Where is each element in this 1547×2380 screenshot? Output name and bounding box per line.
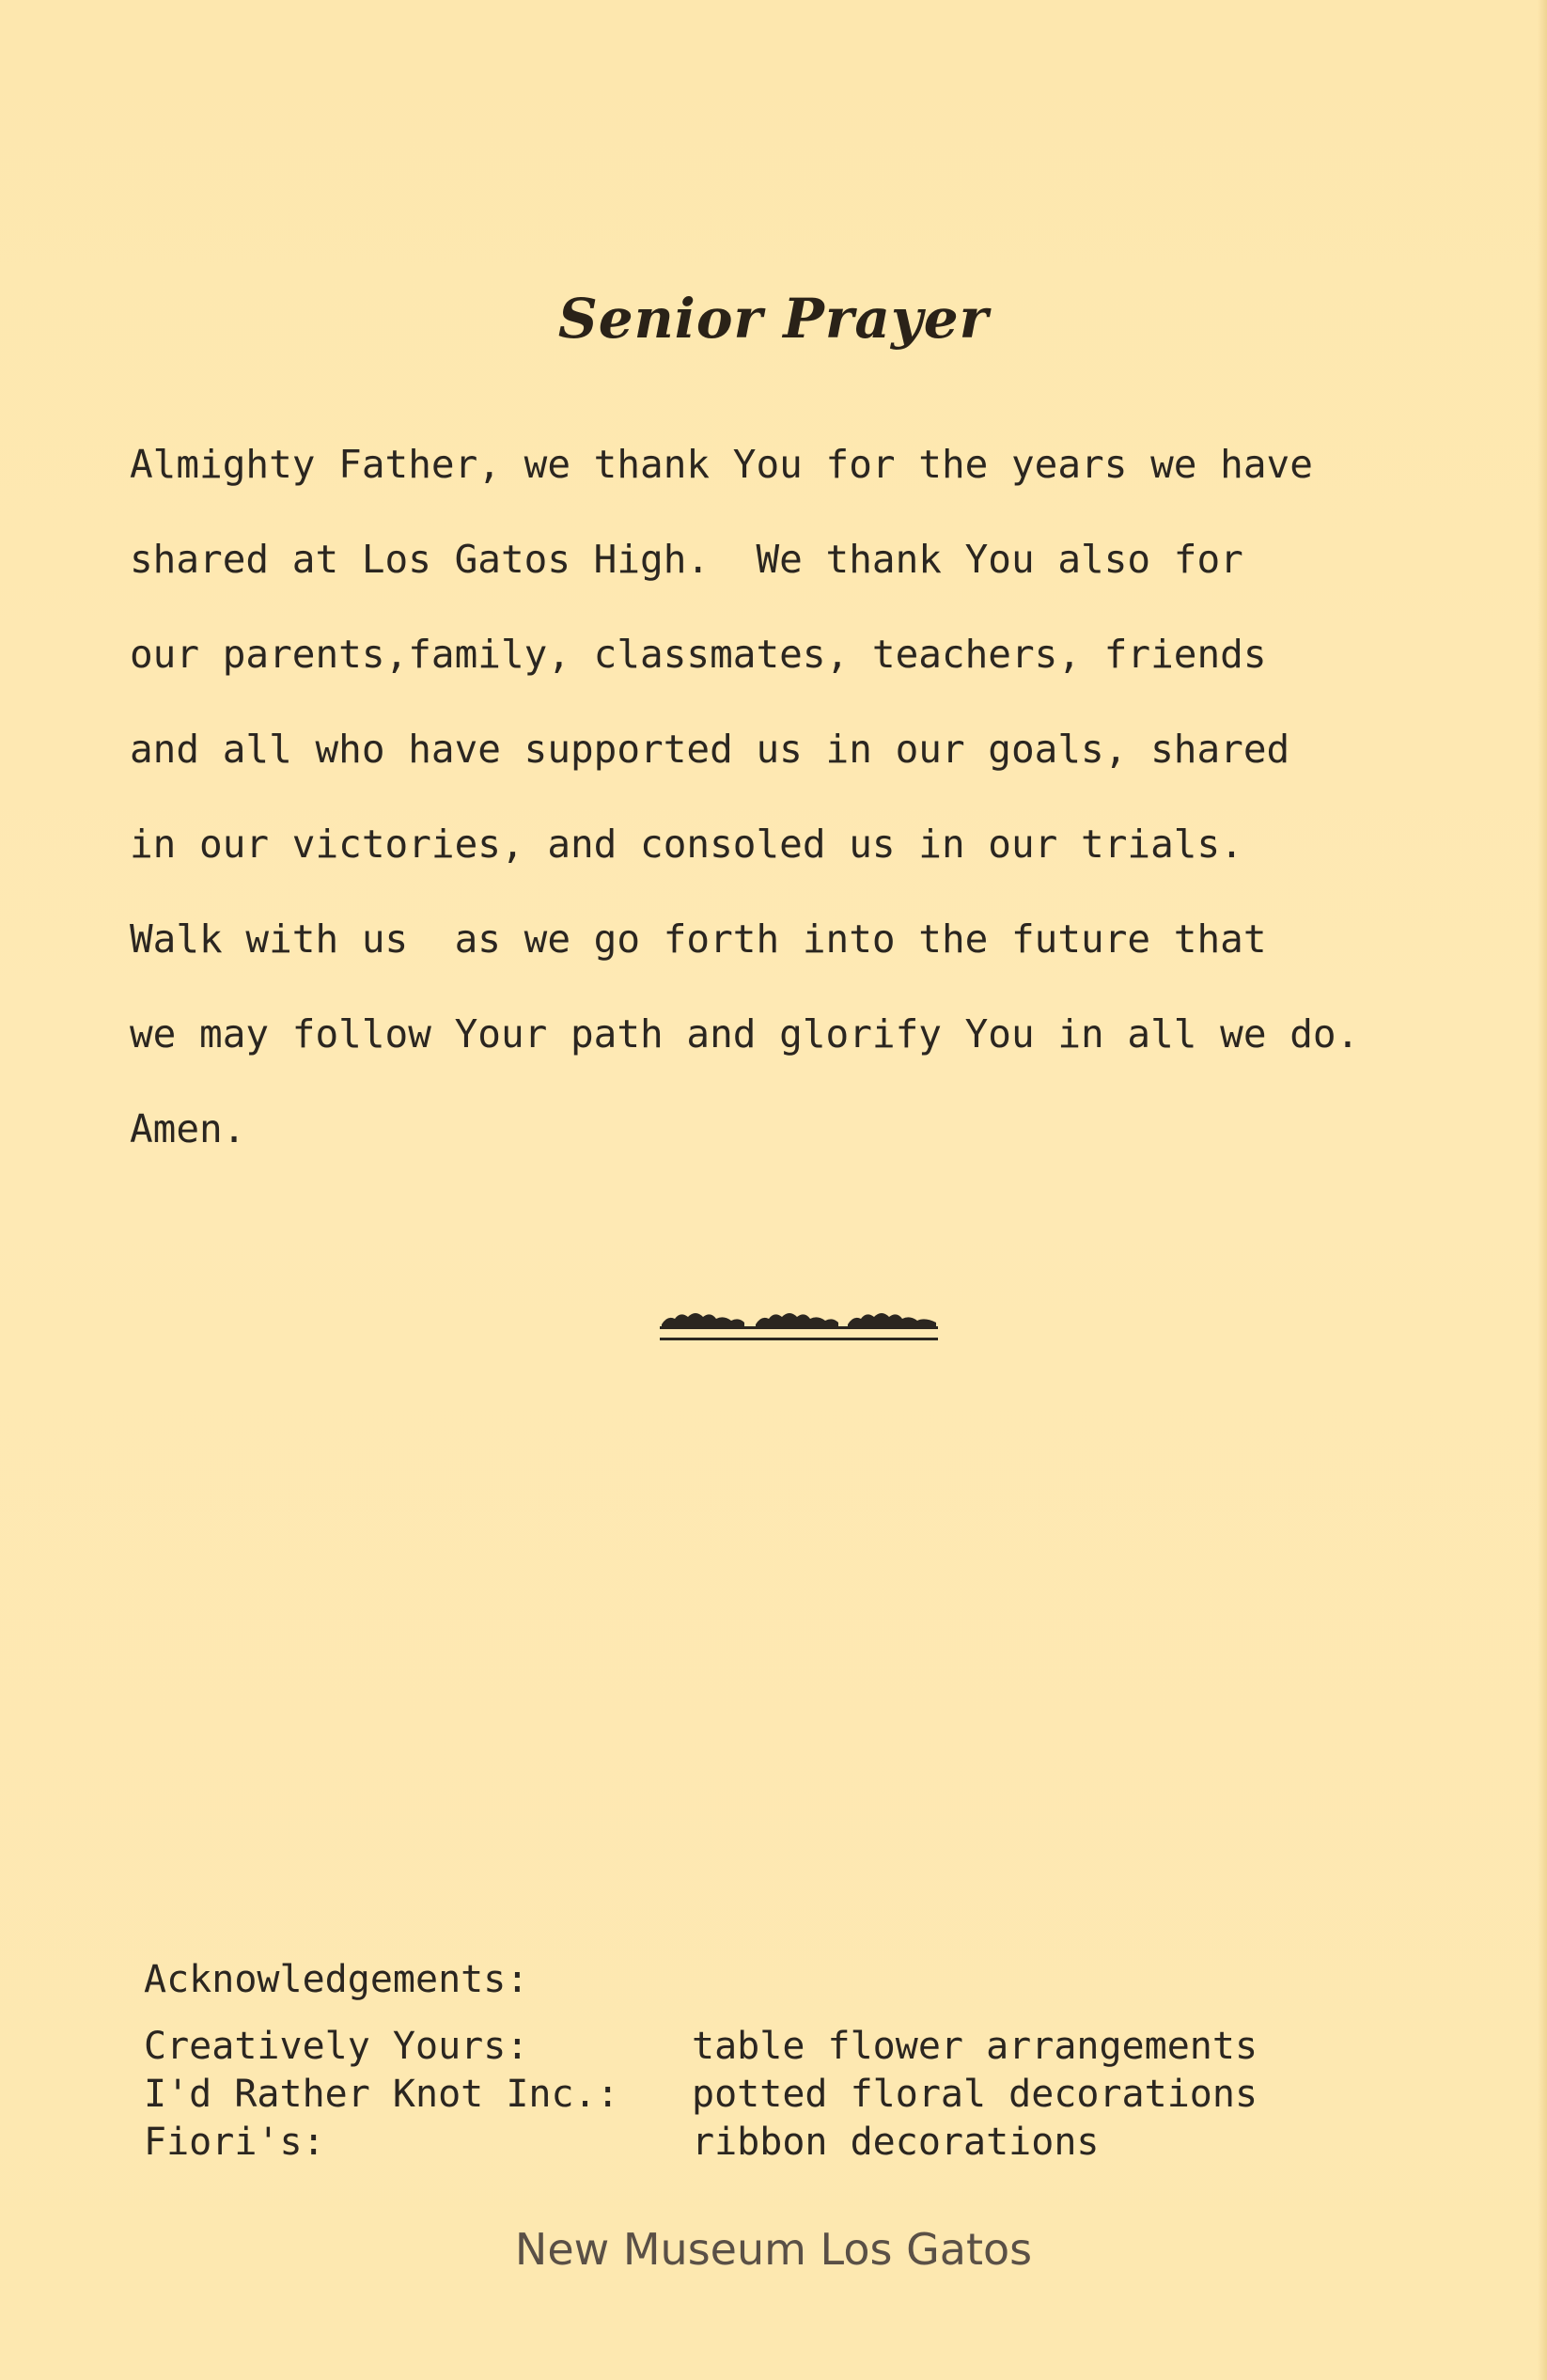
prayer-line: shared at Los Gatos High. We thank You also for: [130, 537, 1243, 582]
prayer-line: we may follow Your path and glorify You in all we do.: [130, 1011, 1360, 1057]
prayer-line: Amen.: [130, 1106, 246, 1151]
prayer-text: [130, 431, 1464, 1190]
acknowledgement-name: Creatively Yours:: [144, 2025, 529, 2068]
acknowledgement-item: table flower arrangements: [692, 2025, 1258, 2068]
prayer-line: Almighty Father, we thank You for the years we have: [130, 442, 1313, 487]
acknowledgement-row: [144, 2071, 1258, 2119]
acknowledgement-item: ribbon decorations: [692, 2121, 1100, 2164]
ornament-divider: [658, 1302, 940, 1347]
prayer-line: and all who have supported us in our goals, shared: [130, 727, 1290, 772]
prayer-line: our parents,family, classmates, teachers, friends: [130, 632, 1267, 677]
acknowledgements-section: [144, 1951, 1258, 2167]
acknowledgement-row: [144, 2119, 1258, 2167]
prayer-line: in our victories, and consoled us in our trials.: [130, 822, 1243, 867]
acknowledgement-row: [144, 2023, 1258, 2071]
page-title: Senior Prayer: [557, 287, 990, 351]
acknowledgement-item: potted floral decorations: [692, 2073, 1258, 2116]
watermark-text: New Museum Los Gatos: [514, 2224, 1033, 2275]
acknowledgement-name: Fiori's:: [144, 2121, 325, 2164]
acknowledgements-heading: Acknowledgements:: [144, 1958, 529, 2001]
acknowledgement-name: I'd Rather Knot Inc.:: [144, 2073, 619, 2116]
prayer-line: Walk with us as we go forth into the future that: [130, 916, 1267, 962]
